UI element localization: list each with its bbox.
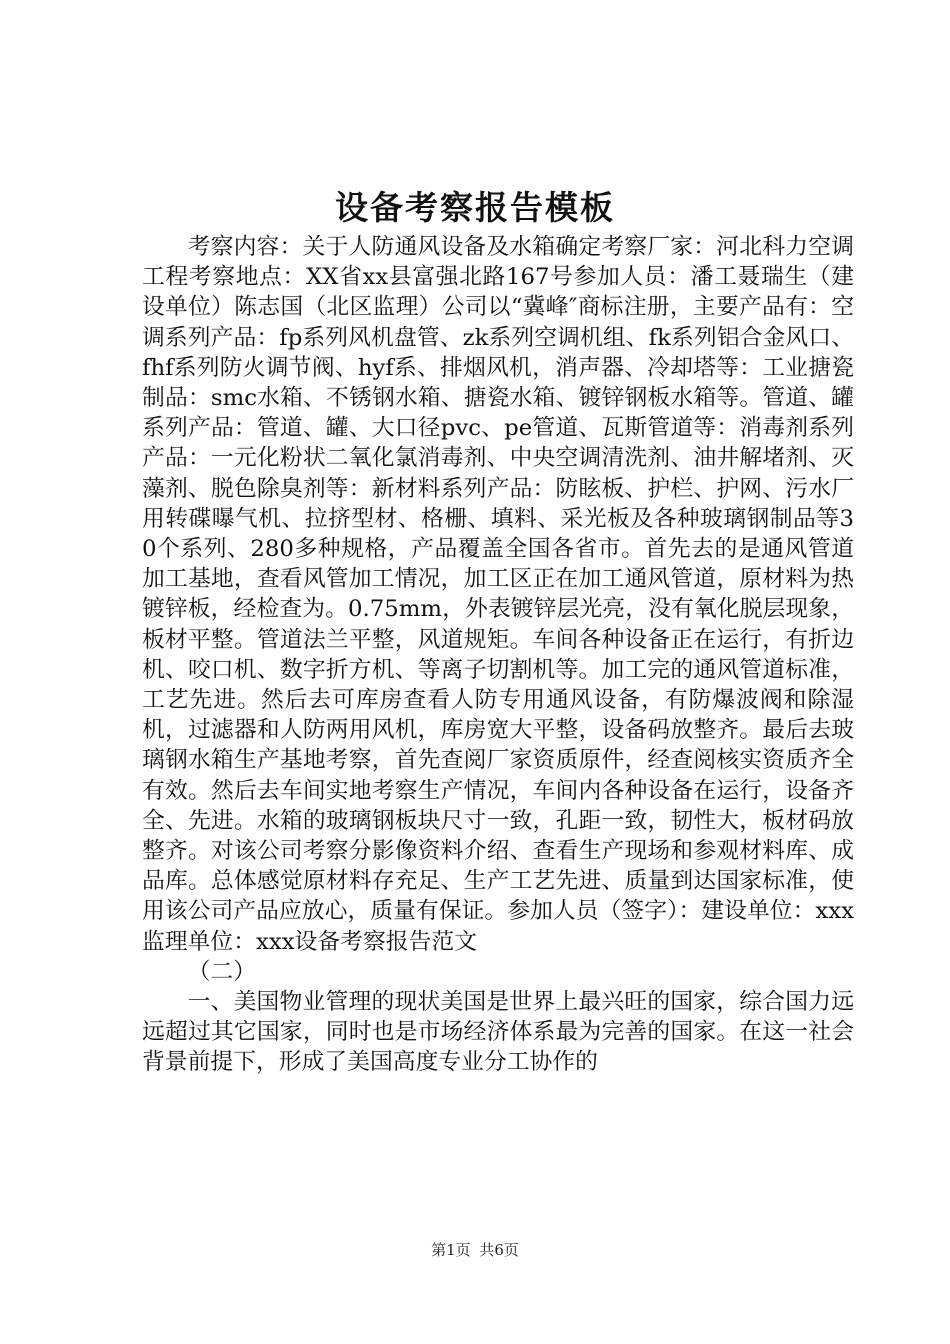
page-number: 第1页 (431, 1241, 471, 1259)
document-title: 设备考察报告模板 (335, 188, 615, 227)
paragraph-inspection-report: 考察内容：关于人防通风设备及水箱确定考察厂家：河北科力空调工程考察地点：XX省xx县富强北路167号参加人员：潘工聂瑞生（建设单位）陈志国（北区监理）公司以“冀峰″商标注册，主要产品有：空调系列产品：fp系列风机盘管、zk系列空调机组、fk系列铝合金风口、fhf系列防火调节阀、hyf系、排烟风机，消声器、冷却塔等：工业搪瓷制品：smc水箱、不锈钢水箱、搪瓷水箱、镀锌钢板水箱等。管道、罐系列产品：管道、罐、大口径pvc、pe管道、瓦斯管道等：消毒剂系列产品：一元化粉状二氧化氯消毒剂、中央空调清洗剂、油井解堵剂、灭藻剂、脱色除臭剂等：新材料系列产品：防眩板、护栏、护网、污水厂用转碟曝气机、拉挤型材、格栅、填料、采光板及各种玻璃钢制品等30个系列、280多种规格，产品覆盖全国各省市。首先去的是通风管道加工基地，查看风管加工情况，加工区正在加工通风管道，原材料为热镀锌板，经检查为。0.75mm，外表镀锌层光亮，没有氧化脱层现象，板材平整。管道法兰平整，风道规矩。车间各种设备正在运行，有折边机、咬口机、数字折方机、等离子切割机等。加工完的通风管道标准，工艺先进。然后去可库房查看人防专用通风设备，有防爆波阀和除湿机，过滤器和人防两用风机，库房宽大平整，设备码放整齐。最后去玻璃钢水箱生产基地考察，首先查阅厂家资质原件，经查阅核实资质齐全有效。然后去车间实地考察生产情况，车间内各种设备在运行，设备齐全、先进。水箱的玻璃钢板块尺寸一致，孔距一致，韧性大，板材码放整齐。对该公司考察分影像资料介绍、查看生产现场和参观材料库、成品库。总体感觉原材料存充足、生产工艺先进、质量到达国家标准，使用该公司产品应放心，质量有保证。参加人员（签字）：建设单位：xxx监理单位：xxx设备考察报告范文 (142, 234, 854, 955)
paragraph-us-property-management: 一、美国物业管理的现状美国是世界上最兴旺的国家，综合国力远远超过其它国家，同时也是市场经济体系最为完善的国家。在这一社会背景前提下，形成了美国高度专业分工协作的 (142, 989, 854, 1076)
page-footer (0, 1240, 950, 1260)
page-total: 共6页 (479, 1241, 519, 1259)
paragraph-section-two-heading: （二） (187, 958, 256, 985)
document-body (142, 232, 854, 1078)
